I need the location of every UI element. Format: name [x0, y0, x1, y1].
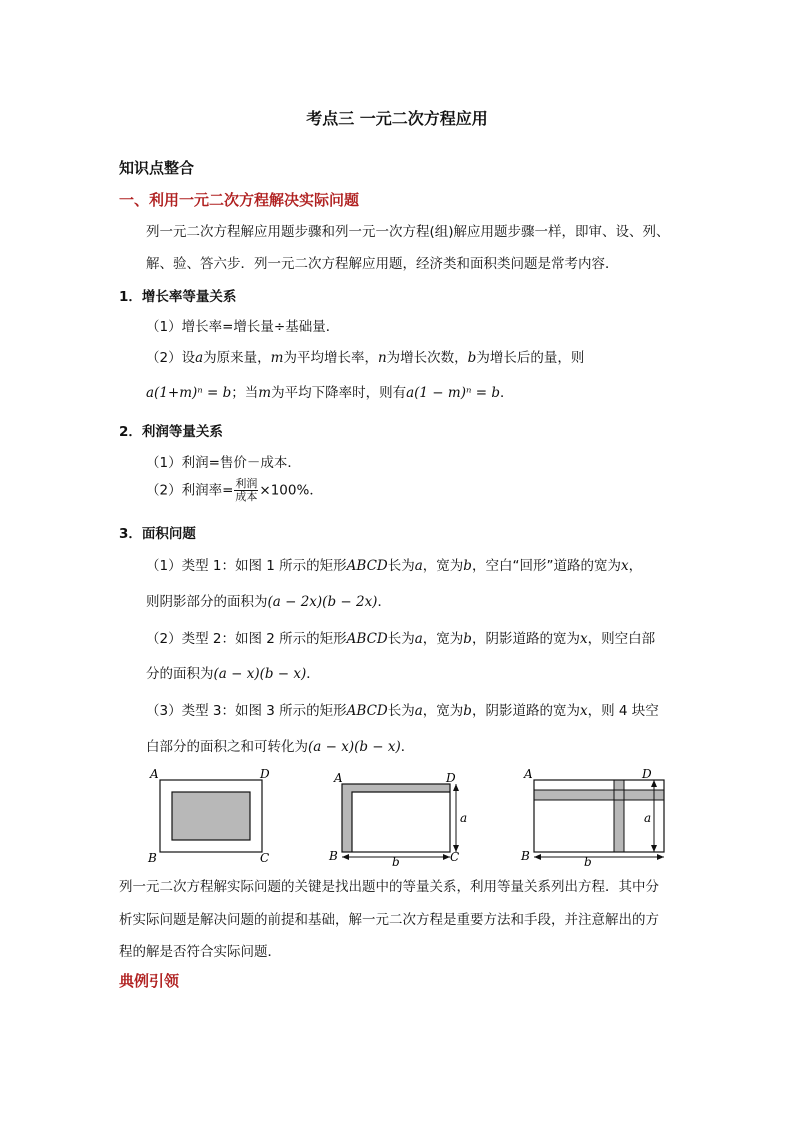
text: ． [377, 594, 391, 610]
area-item-3-line-1 [146, 699, 659, 719]
label-D: D [260, 767, 270, 781]
intro-line-2: 解、验、答六步．列一元二次方程解应用题，经济类和面积类问题是常考内容． [146, 256, 619, 272]
text: 长为 [387, 558, 415, 574]
area-item-1-line-1 [146, 554, 642, 574]
var-m: m [270, 350, 284, 366]
text: 为平均增长率， [283, 350, 378, 366]
growth-item-2 [146, 346, 584, 366]
text: ，宽为 [422, 631, 464, 647]
label-a: a [460, 811, 468, 825]
arrowhead [342, 854, 349, 860]
text: 白部分的面积之和可转化为 [146, 739, 308, 755]
profit-rate-fraction [234, 478, 258, 503]
text: （1）类型 1：如图 1 所示的矩形 [146, 558, 347, 574]
label-a: a [644, 811, 652, 825]
area-formula-3: (a − x)(b − x) [308, 739, 401, 755]
subsection-1-heading: 一、利用一元二次方程解决实际问题 [119, 191, 360, 209]
text: 为增长次数， [386, 350, 468, 366]
decline-formula: a(1 − m)ⁿ = b [406, 385, 500, 401]
text: ，阴影道路的宽为 [471, 631, 580, 647]
summary-line-2: 析实际问题是解决问题的前提和基础，解一元二次方程是重要方法和手段，并注意解出的方 [119, 912, 659, 928]
arrowhead [443, 854, 450, 860]
var-x: x [579, 631, 588, 647]
figure-3 [518, 764, 668, 868]
summary-line-1: 列一元二次方程解实际问题的关键是找出题中的等量关系，利用等量关系列出方程．其中分 [119, 879, 659, 895]
text: ， [628, 558, 643, 574]
label-A: A [334, 771, 343, 785]
var-x: x [579, 703, 588, 719]
text: （2）设 [146, 350, 196, 366]
var-n: n [377, 350, 387, 366]
text: ，阴影道路的宽为 [471, 703, 580, 719]
rect-name: ABCD [346, 631, 388, 647]
text: ，空白“回形”道路的宽为 [471, 558, 621, 574]
area-item-3-line-2 [146, 735, 414, 755]
rect-name: ABCD [346, 558, 388, 574]
text: ；当 [231, 385, 259, 401]
arrowhead [651, 845, 657, 852]
arrowhead [651, 780, 657, 787]
figure-1 [140, 764, 280, 866]
area-item-1-line-2 [146, 590, 391, 610]
label-B: B [521, 849, 530, 863]
text: （2）利润率= [146, 482, 234, 499]
text: 为增长后的量，则 [476, 350, 585, 366]
text: 分的面积为 [146, 666, 214, 682]
heading-profit: 2．利润等量关系 [119, 424, 223, 440]
label-C: C [260, 851, 270, 865]
profit-item-1: （1）利润=售价－成本． [146, 455, 301, 471]
section-examples-heading: 典例引领 [119, 972, 180, 990]
var-a: a [414, 558, 423, 574]
shaded-vertical-road [614, 780, 624, 852]
var-a: a [414, 703, 423, 719]
var-b: b [467, 350, 477, 366]
growth-item-1: （1）增长率=增长量÷基础量． [146, 319, 340, 335]
text: 为平均下降率时，则有 [271, 385, 407, 401]
text: ． [400, 739, 415, 755]
growth-formula: a(1+m)ⁿ = b [146, 385, 232, 401]
text: ，则空白部 [587, 631, 656, 647]
var-a: a [195, 350, 204, 366]
area-formula-1: (a − 2x)(b − 2x) [267, 594, 378, 610]
shaded-inner-rectangle [172, 792, 250, 840]
section-knowledge-heading: 知识点整合 [119, 159, 195, 177]
profit-item-2 [146, 478, 323, 503]
text: ． [306, 666, 320, 682]
text: 为原来量， [203, 350, 271, 366]
label-B: B [148, 851, 157, 865]
road-inner-edge [352, 792, 450, 852]
heading-area: 3．面积问题 [119, 526, 196, 542]
area-item-2-line-2 [146, 662, 320, 682]
var-b: b [463, 558, 472, 574]
arrowhead [657, 854, 664, 860]
label-b: b [392, 855, 400, 868]
label-C: C [450, 850, 460, 864]
var-b: b [463, 703, 472, 719]
text: ，则 4 块空 [587, 703, 659, 719]
text: （3）类型 3：如图 3 所示的矩形 [146, 703, 347, 719]
area-formula-2: (a − x)(b − x) [213, 666, 307, 682]
text: 长为 [387, 703, 415, 719]
area-item-2-line-1 [146, 627, 655, 647]
figure-2 [326, 764, 472, 868]
label-B: B [329, 849, 338, 863]
heading-growth-rate: 1．增长率等量关系 [119, 289, 237, 305]
summary-line-3: 程的解是否符合实际问题． [119, 944, 281, 960]
text: ，宽为 [422, 558, 464, 574]
fraction-denominator: 成本 [235, 490, 258, 503]
var-m: m [258, 385, 272, 401]
text: ×100%． [259, 482, 323, 499]
var-a: a [414, 631, 423, 647]
label-A: A [150, 767, 159, 781]
text: ，宽为 [422, 703, 464, 719]
text: （2）类型 2：如图 2 所示的矩形 [146, 631, 347, 647]
arrowhead [453, 784, 459, 791]
shaded-horizontal-road [534, 790, 664, 800]
intro-line-1: 列一元二次方程解应用题步骤和列一元一次方程(组)解应用题步骤一样，即审、设、列、 [146, 224, 670, 240]
arrowhead [534, 854, 541, 860]
growth-formula-line [146, 381, 513, 401]
text: 则阴影部分的面积为 [146, 594, 268, 610]
label-D: D [446, 771, 456, 785]
page-title: 考点三 一元二次方程应用 [306, 109, 488, 128]
text: 长为 [387, 631, 415, 647]
fraction-numerator: 利润 [235, 477, 258, 490]
label-A: A [524, 767, 533, 781]
shaded-l-road [342, 784, 450, 852]
rect-name: ABCD [346, 703, 388, 719]
label-D: D [642, 767, 652, 781]
label-b: b [584, 855, 592, 868]
text: ． [499, 385, 514, 401]
var-x: x [620, 558, 629, 574]
outer-rectangle [342, 784, 450, 852]
var-b: b [463, 631, 472, 647]
